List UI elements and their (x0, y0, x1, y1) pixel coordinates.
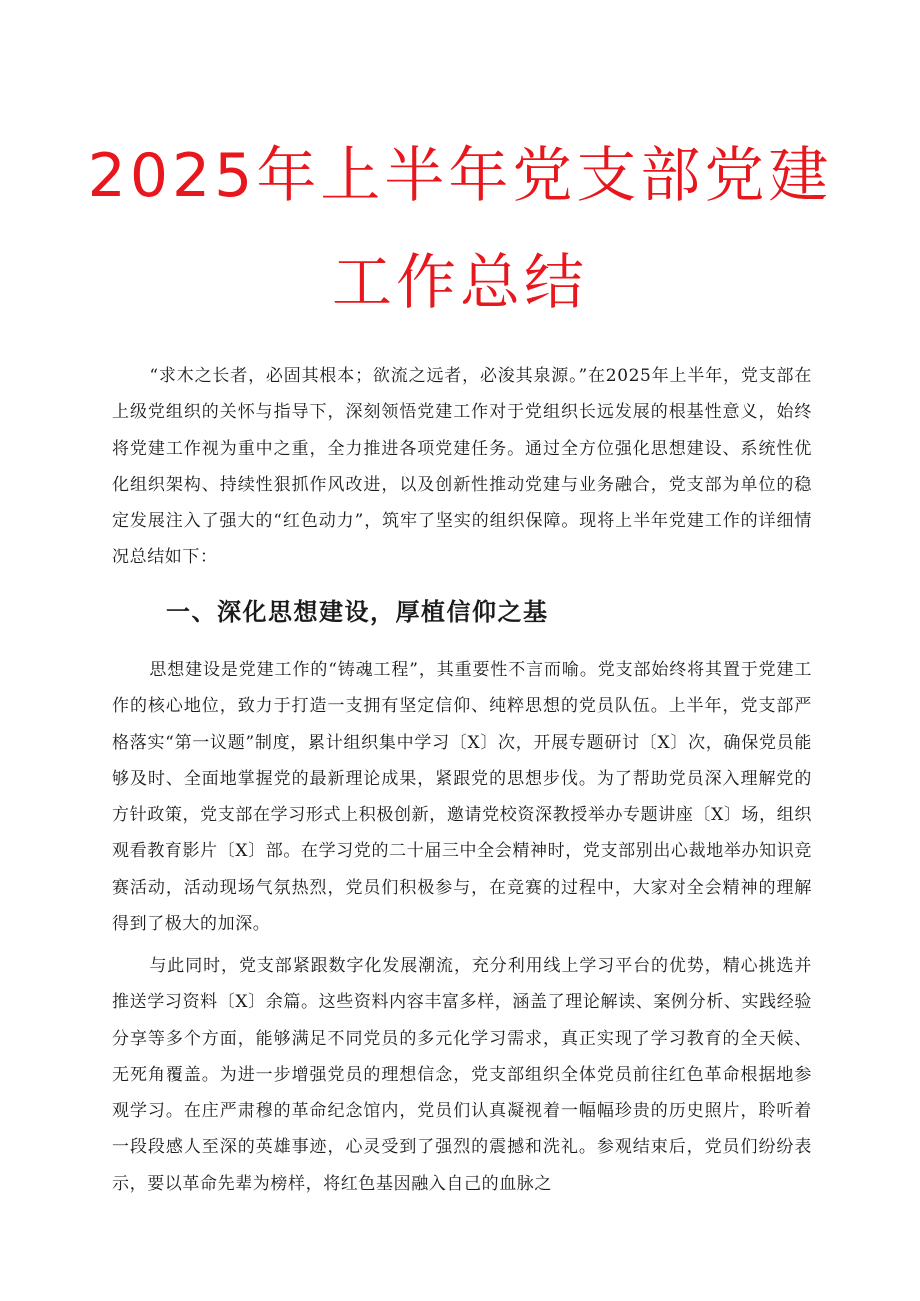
document-title-line-2: 工作总结 (332, 248, 588, 318)
intro-paragraph: “求木之长者，必固其根本；欲流之远者，必浚其泉源。”在2025年上半年，党支部在上级党组织的关怀与指导下，深刻领悟党建工作对于党组织长远发展的根基性意义，始终将党建工作视为重中之重，全力推进各项党建任务。通过全方位强化思想建设、系统性优化组织架构、持续性狠抓作风改进，以及创新性推动党建与业务融合，党支部为单位的稳定发展注入了强大的“红色动力”，筑牢了坚实的组织保障。现将上半年党建工作的详细情况总结如下： (112, 366, 812, 568)
section-1-paragraph-1: 思想建设是党建工作的“铸魂工程”，其重要性不言而喻。党支部始终将其置于党建工作的核心地位，致力于打造一支拥有坚定信仰、纯粹思想的党员队伍。上半年，党支部严格落实“第一议题”制度，累计组织集中学习〔X〕次，开展专题研讨〔X〕次，确保党员能够及时、全面地掌握党的最新理论成果，紧跟党的思想步伐。为了帮助党员深入理解党的方针政策，党支部在学习形式上积极创新，邀请党校资深教授举办专题讲座〔X〕场，组织观看教育影片〔X〕部。在学习党的二十届三中全会精神时，党支部别出心裁地举办知识竞赛活动，活动现场气氛热烈，党员们积极参与，在竞赛的过程中，大家对全会精神的理解得到了极大的加深。 (112, 660, 812, 935)
section-1-paragraph-2: 与此同时，党支部紧跟数字化发展潮流，充分利用线上学习平台的优势，精心挑选并推送学习资料〔X〕余篇。这些资料内容丰富多样，涵盖了理论解读、案例分析、实践经验分享等多个方面，能够满足不同党员的多元化学习需求，真正实现了学习教育的全天候、无死角覆盖。为进一步增强党员的理想信念，党支部组织全体党员前往红色革命根据地参观学习。在庄严肃穆的革命纪念馆内，党员们认真凝视着一幅幅珍贵的历史照片，聆听着一段段感人至深的英雄事迹，心灵受到了强烈的震撼和洗礼。参观结束后，党员们纷纷表示，要以革命先辈为榜样，将红色基因融入自己的血脉之 (112, 956, 812, 1194)
document-title-line-1: 2025年上半年党支部党建 (87, 141, 833, 211)
section-heading-1: 一、深化思想建设，厚植信仰之基 (166, 597, 549, 626)
